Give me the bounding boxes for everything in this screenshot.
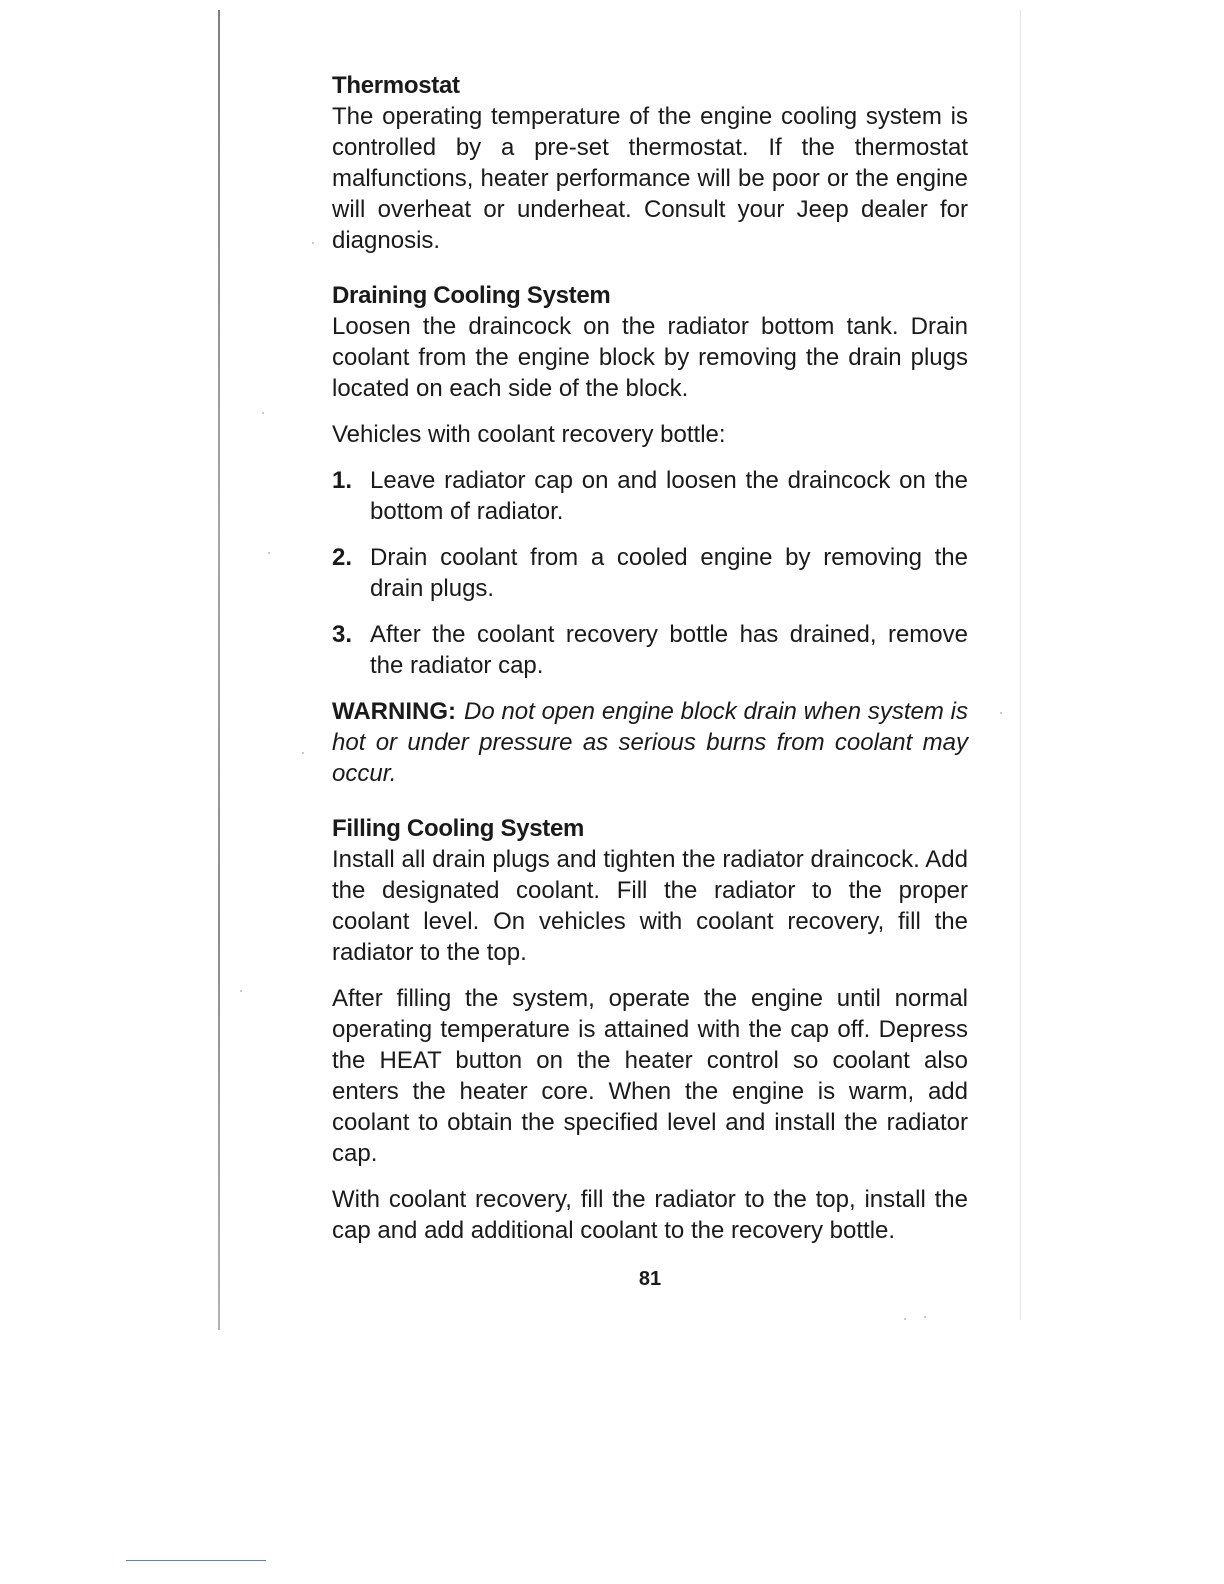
scan-speck	[924, 1316, 926, 1318]
list-item-number: 2.	[332, 544, 353, 571]
page-content	[332, 70, 968, 1246]
scan-speck	[302, 752, 304, 754]
list-item-number: 3.	[332, 621, 353, 648]
page-number: 81	[638, 1268, 662, 1290]
scan-speck	[262, 412, 264, 414]
draining-heading: Draining Cooling System	[332, 282, 611, 309]
warning-note	[332, 696, 968, 789]
scan-edge-right	[1020, 10, 1021, 1320]
list-item	[332, 619, 968, 681]
list-item	[332, 542, 968, 604]
scan-speck	[904, 1318, 906, 1320]
thermostat-heading: Thermostat	[332, 72, 460, 99]
list-item-text: After the coolant recovery bottle has drained, remove the radiator cap.	[370, 621, 968, 679]
warning-label: WARNING:	[332, 698, 456, 725]
list-item-number: 1.	[332, 467, 353, 494]
warning-text: Do not open engine block drain when system is hot or under pressure as serious burns from coolant may occur.	[332, 698, 968, 787]
filling-body-3: With coolant recovery, fill the radiator to the top, install the cap and add additional coolant to the recovery bottle.	[332, 1186, 968, 1244]
list-item	[332, 465, 968, 527]
thermostat-body: The operating temperature of the engine cooling system is controlled by a pre-set thermostat. If the thermostat malfunctions, heater performance will be poor or the engine will overheat or underheat. Consult your Jeep dealer for diagnosis.	[332, 103, 968, 254]
draining-body: Loosen the draincock on the radiator bottom tank. Drain coolant from the engine block by removing the drain plugs located on each side of the block.	[332, 313, 968, 402]
filling-heading: Filling Cooling System	[332, 815, 585, 842]
list-item-text: Leave radiator cap on and loosen the draincock on the bottom of radiator.	[370, 467, 968, 525]
list-item-text: Drain coolant from a cooled engine by removing the drain plugs.	[370, 544, 968, 602]
draining-intro: Vehicles with coolant recovery bottle:	[332, 421, 726, 448]
scan-speck	[1000, 712, 1002, 714]
scan-speck	[268, 552, 270, 554]
filling-body-2: After filling the system, operate the engine until normal operating temperature is attained with the cap off. Depress the HEAT button on the heater control so coolant also enters the heater core. When the engine is warm, add coolant to obtain the specified level and install the radiator cap.	[332, 985, 968, 1167]
bottom-rule	[126, 1560, 266, 1561]
scan-speck	[312, 242, 314, 244]
filling-body-1: Install all drain plugs and tighten the radiator draincock. Add the designated coolant. Fill the radiator to the proper coolant level. On vehicles with coolant recovery, fill the radiator to the top.	[332, 846, 968, 966]
scan-speck	[240, 990, 242, 992]
scan-edge-left	[218, 10, 220, 1330]
